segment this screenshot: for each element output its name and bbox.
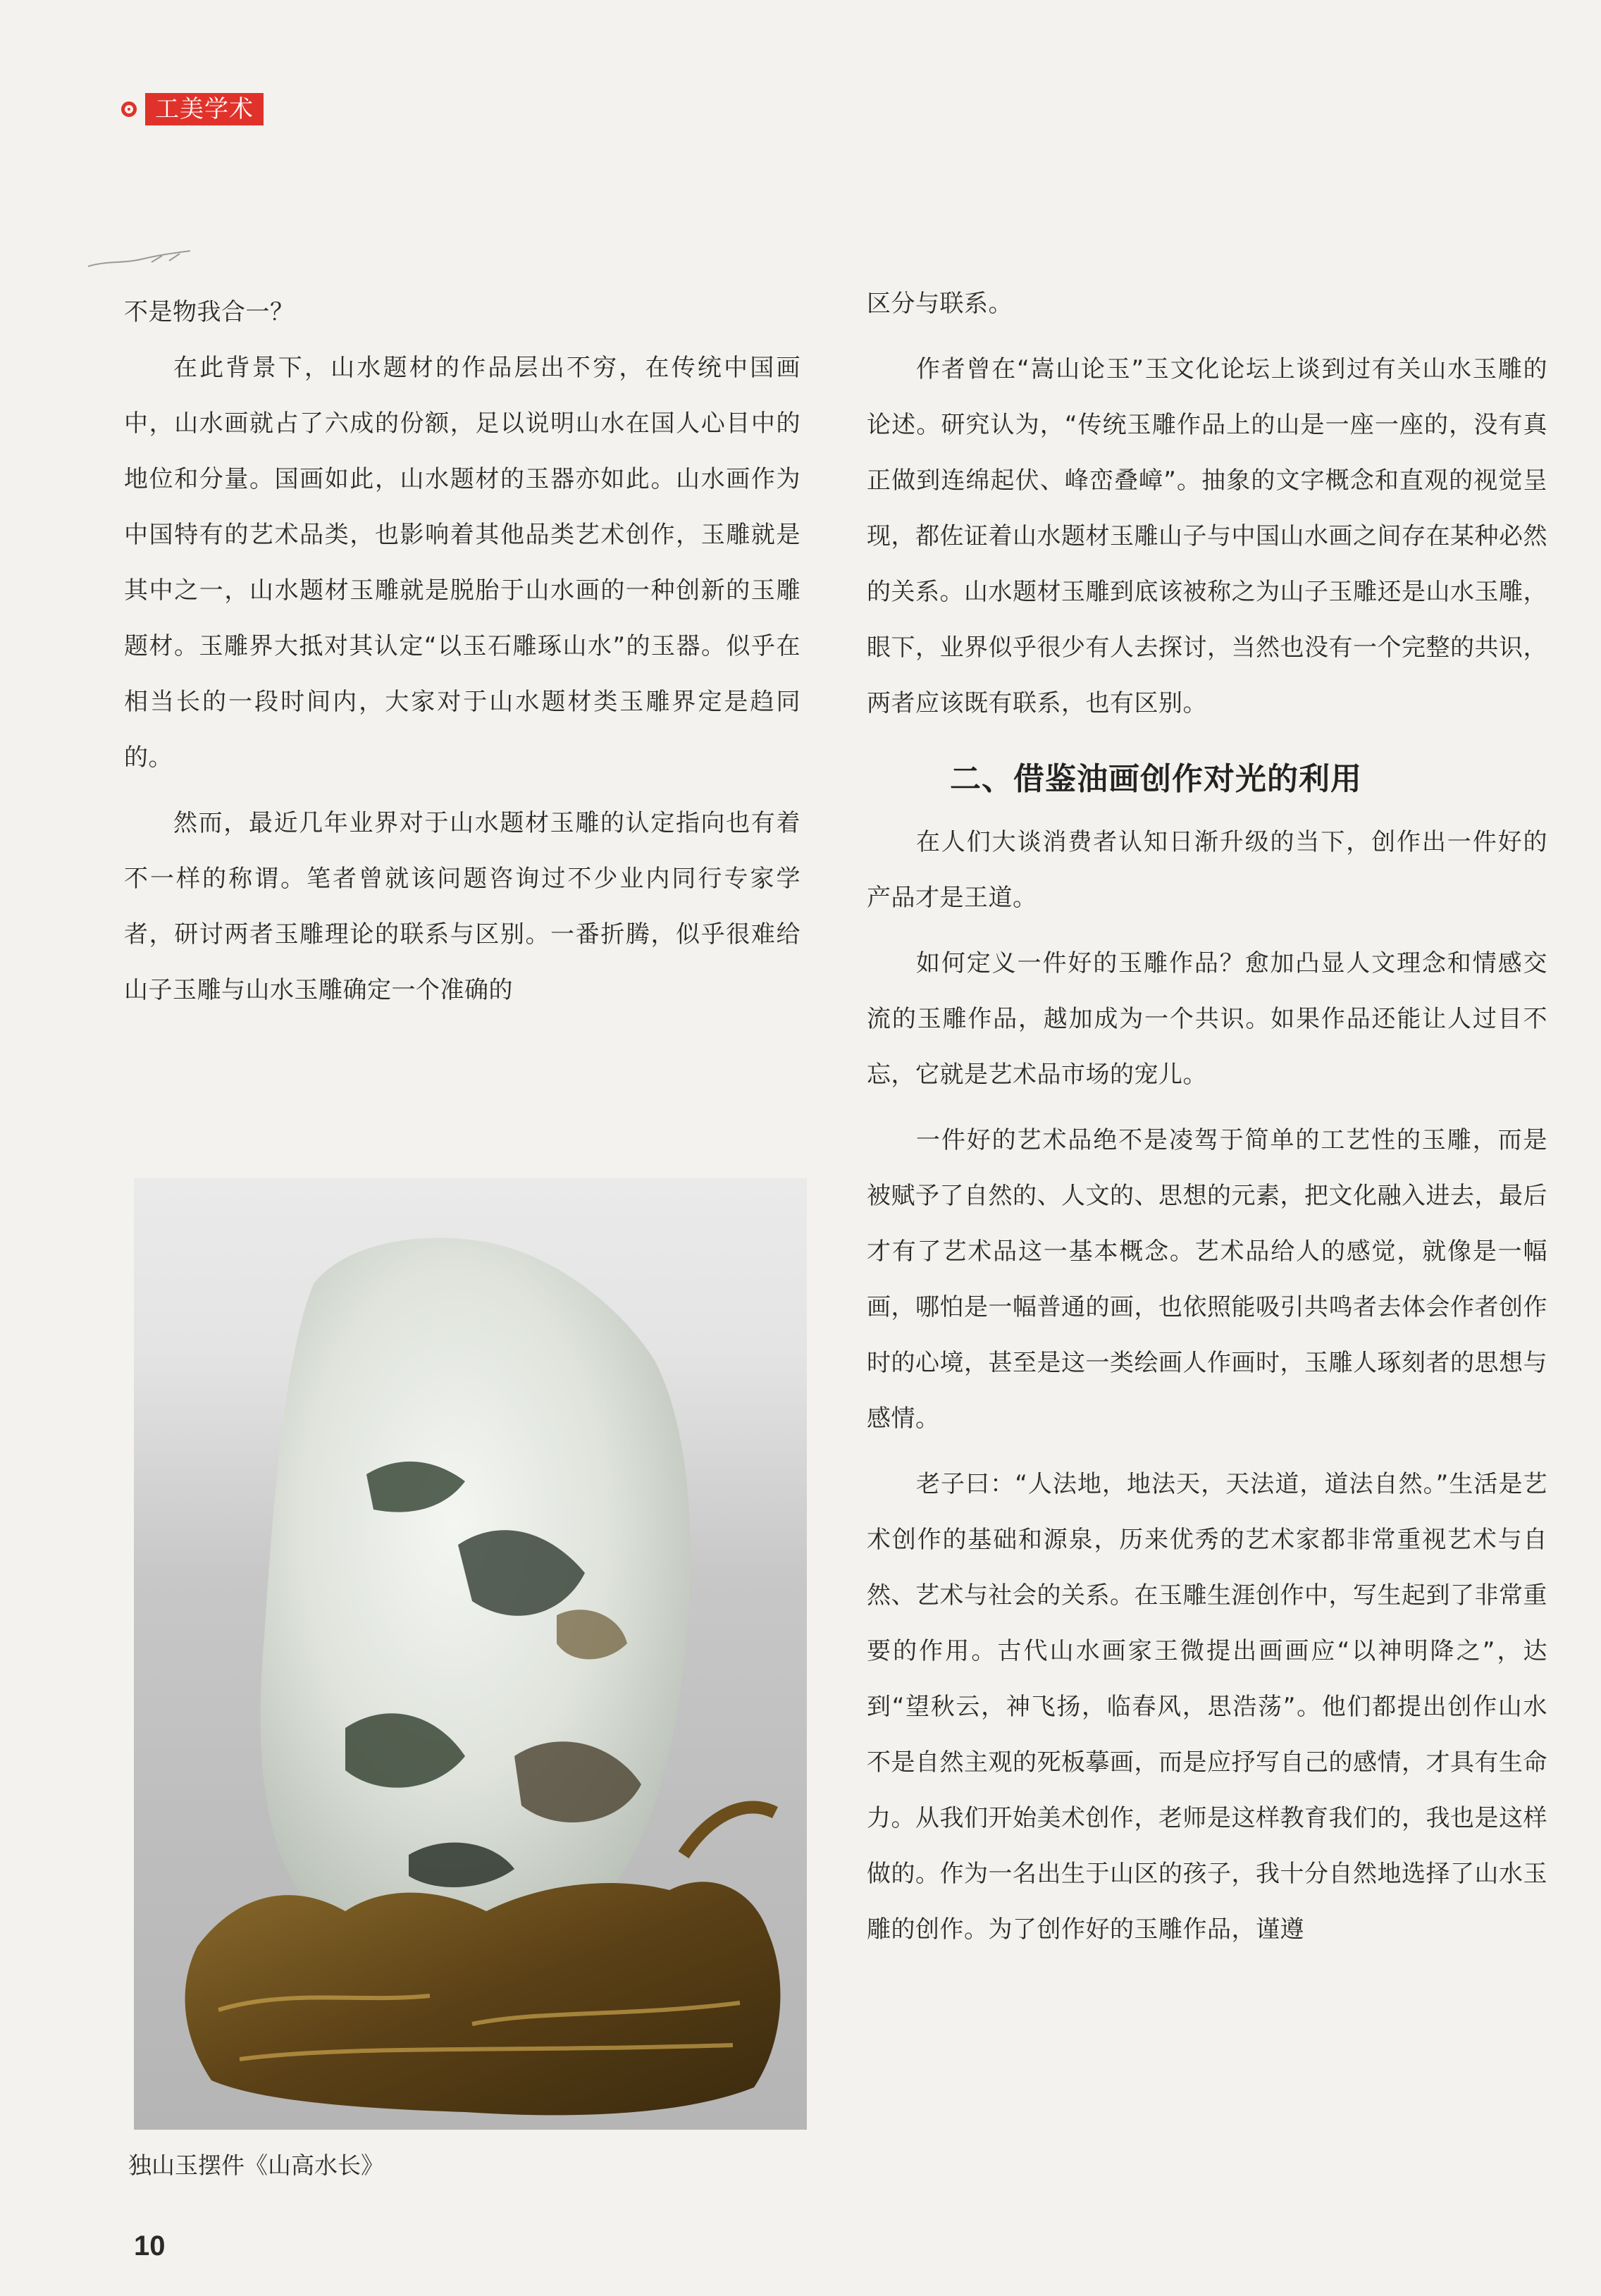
paragraph: 在此背景下，山水题材的作品层出不穷，在传统中国画中，山水画就占了六成的份额，足以说明山水在国人心目中的地位和分量。国画如此，山水题材的玉器亦如此。山水画作为中国特有的艺术品类，也影响着其他品类艺术创作，玉雕就是其中之一，山水题材玉雕就是脱胎于山水画的一种创新的玉雕题材。玉雕界大抵对其认定“以玉石雕琢山水”的玉器。似乎在相当长的一段时间内，大家对于山水题材类玉雕界定是趋同的。: [124, 354, 800, 772]
right-column: [867, 276, 1547, 1958]
paragraph: 老子曰：“人法地，地法天，天法道，道法自然。”生活是艺术创作的基础和源泉，历来优秀的艺术家都非常重视艺术与自然、艺术与社会的关系。在玉雕生涯创作中，写生起到了非常重要的作用。古代山水画家王微提出画画应“以神明降之”，达到“望秋云，神飞扬，临春风，思浩荡”。他们都提出创作山水不是自然主观的死板摹画，而是应抒写自己的感情，才具有生命力。从我们开始美术创作，老师是这样教育我们的，我也是这样做的。作为一名出生于山区的孩子，我十分自然地选择了山水玉雕的创作。为了创作好的玉雕作品，谨遵: [867, 1470, 1547, 1944]
figure-caption: 独山玉摆件《山高水长》: [128, 2152, 384, 2179]
section-marker-icon: [121, 101, 137, 117]
page-header: [121, 93, 264, 125]
paragraph: 如何定义一件好的玉雕作品？愈加凸显人文理念和情感交流的玉雕作品，越加成为一个共识。如果作品还能让人过目不忘，它就是艺术品市场的宠儿。: [867, 949, 1547, 1089]
paragraph: 区分与联系。: [867, 290, 1013, 318]
pen-scribble-mark: [85, 245, 204, 273]
page-number: 10: [134, 2230, 166, 2261]
paragraph: 然而，最近几年业界对于山水题材玉雕的认定指向也有着不一样的称谓。笔者曾就该问题咨询过不少业内同行专家学者，研讨两者玉雕理论的联系与区别。一番折腾，似乎很难给山子玉雕与山水玉雕确定一个准确的: [124, 809, 800, 1004]
paragraph: 不是物我合一？: [124, 298, 295, 326]
section-tag: 工美学术: [145, 93, 264, 125]
paragraph: 一件好的艺术品绝不是凌驾于简单的工艺性的玉雕，而是被赋予了自然的、人文的、思想的元素，把文化融入进去，最后才有了艺术品这一基本概念。艺术品给人的感觉，就像是一幅画，哪怕是一幅普通的画，也依照能吸引共鸣者去体会作者创作时的心境，甚至是这一类绘画人作画时，玉雕人琢刻者的思想与感情。: [867, 1126, 1547, 1433]
paragraph: 在人们大谈消费者认知日渐升级的当下，创作出一件好的产品才是王道。: [867, 828, 1547, 912]
left-column: [124, 285, 800, 1018]
paragraph: 作者曾在“嵩山论玉”玉文化论坛上谈到过有关山水玉雕的论述。研究认为，“传统玉雕作品上的山是一座一座的，没有真正做到连绵起伏、峰峦叠嶂”。抽象的文字概念和直观的视觉呈现，都佐证着山水题材玉雕山子与中国山水画之间存在某种必然的关系。山水题材玉雕到底该被称之为山子玉雕还是山水玉雕，眼下，业界似乎很少有人去探讨，当然也没有一个完整的共识，两者应该既有联系，也有区别。: [867, 355, 1547, 717]
section-heading: 二、借鉴油画创作对光的利用: [950, 761, 1362, 797]
jade-sculpture-photo: [134, 1178, 807, 2130]
